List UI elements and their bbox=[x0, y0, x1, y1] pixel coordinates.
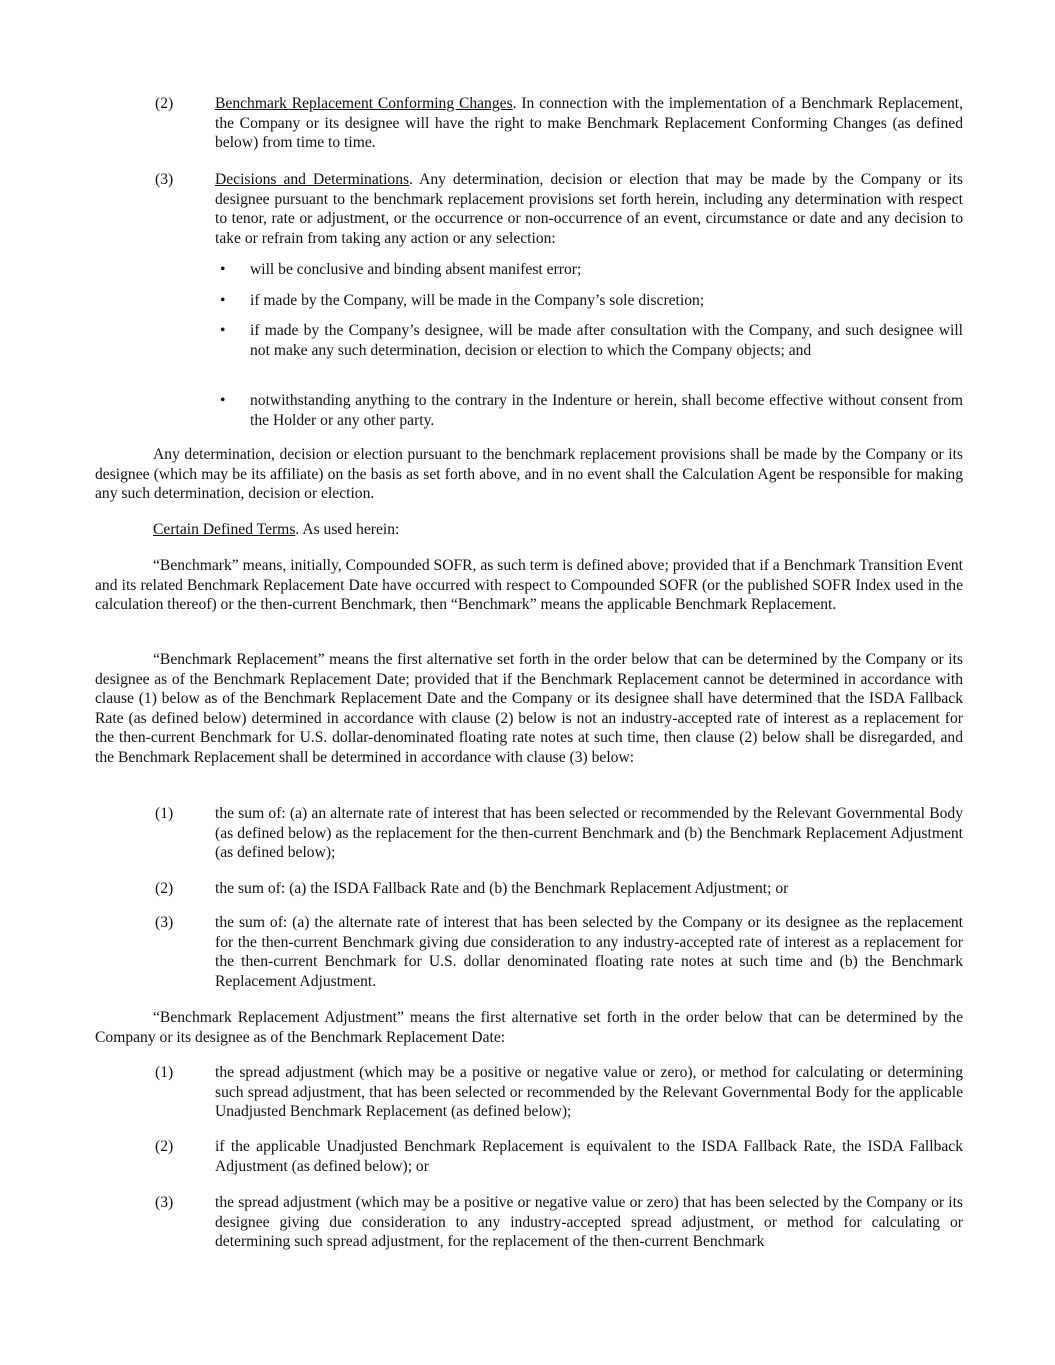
clause-number: (3) bbox=[155, 1194, 174, 1211]
list-item: notwithstanding anything to the contrary in the Indenture or herein, shall become effective without consent from the Holder or any other party. bbox=[250, 392, 963, 429]
section-number: (2) bbox=[155, 95, 174, 112]
clause-number: (3) bbox=[155, 914, 174, 931]
clause-item: the spread adjustment (which may be a positive or negative value or zero), or method for calculating or determining such spread adjustment, that has been selected or recommended by the Relevant Governmental Body for the applicable Unadjusted Benchmark Replacement (as defined below); bbox=[215, 1064, 963, 1121]
benchmark-replacement-definition: “Benchmark Replacement” means the first alternative set forth in the order below that can be determined by the Company or its designee as of the Benchmark Replacement Date; provided that if the Benchmark Replacement cannot be determined in accordance with clause (1) below as of the Benchmark Replacement Date and the Company or its designee shall have determined that the ISDA Fallback Rate (as defined below) determined in accordance with clause (2) below is not an industry-accepted rate of interest as a replacement for the then-current Benchmark for U.S. dollar-denominated floating rate notes at such time, then clause (2) below shall be disregarded, and the Benchmark Replacement shall be determined in accordance with clause (3) below: bbox=[95, 651, 963, 766]
bullet-icon: • bbox=[220, 392, 226, 409]
certain-defined-terms-heading: Certain Defined Terms bbox=[153, 521, 296, 538]
decisions-text: . Any determination, decision or election that may be made by the Company or its designee pursuant to the benchmark replacement provisions set forth herein, including any determination with respect to tenor, rate or adjustment, or the occurrence or non-occurrence of an event, circumstance or date and any decision to take or refrain from taking any action or any selection: bbox=[215, 171, 963, 247]
clause-number: (1) bbox=[155, 1064, 174, 1081]
clause-number: (2) bbox=[155, 1138, 174, 1155]
bullet-icon: • bbox=[220, 322, 226, 339]
certain-defined-terms-paragraph bbox=[153, 520, 853, 540]
decisions-paragraph bbox=[215, 170, 963, 248]
clause-item: if the applicable Unadjusted Benchmark Replacement is equivalent to the ISDA Fallback Rate, the ISDA Fallback Adjustment (as defined below); or bbox=[215, 1138, 963, 1175]
conforming-changes-heading: Benchmark Replacement Conforming Changes bbox=[215, 95, 513, 112]
clause-number: (2) bbox=[155, 880, 174, 897]
list-item: if made by the Company’s designee, will be made after consultation with the Company, and such designee will not make any such determination, decision or election to which the Company objects; and bbox=[250, 322, 963, 359]
clause-number: (1) bbox=[155, 805, 174, 822]
conforming-changes-text: . In connection with the implementation of a Benchmark Replacement, the Company or its designee will have the right to make Benchmark Replacement Conforming Changes (as defined below) from time to time. bbox=[215, 95, 963, 152]
clause-item: the sum of: (a) the alternate rate of interest that has been selected by the Company or its designee as the replacement for the then-current Benchmark giving due consideration to any industry-accepted rate of interest as a replacement for the then-current Benchmark for U.S. dollar denominated floating rate notes at such time and (b) the Benchmark Replacement Adjustment. bbox=[215, 914, 963, 990]
certain-defined-terms-text: . As used herein: bbox=[295, 521, 400, 538]
decisions-heading: Decisions and Determinations bbox=[215, 171, 410, 188]
bullet-icon: • bbox=[220, 292, 226, 309]
benchmark-replacement-adjustment-definition: “Benchmark Replacement Adjustment” means the first alternative set forth in the order below that can be determined by the Company or its designee as of the Benchmark Replacement Date: bbox=[95, 1009, 963, 1046]
any-determination-paragraph: Any determination, decision or election pursuant to the benchmark replacement provisions shall be made by the Company or its designee (which may be its affiliate) on the basis as set forth above, and in no event shall the Calculation Agent be responsible for making any such determination, decision or election. bbox=[95, 446, 963, 503]
list-item: will be conclusive and binding absent manifest error; bbox=[250, 261, 582, 278]
benchmark-definition: “Benchmark” means, initially, Compounded SOFR, as such term is defined above; provided that if a Benchmark Transition Event and its related Benchmark Replacement Date have occurred with respect to Compounded SOFR (or the published SOFR Index used in the calculation thereof) or the then-current Benchmark, then “Benchmark” means the applicable Benchmark Replacement. bbox=[95, 557, 963, 614]
clause-item: the sum of: (a) an alternate rate of interest that has been selected or recommended by the Relevant Governmental Body (as defined below) as the replacement for the then-current Benchmark and (b) the Benchmark Replacement Adjustment (as defined below); bbox=[215, 805, 963, 862]
section-number: (3) bbox=[155, 171, 174, 188]
conforming-changes-paragraph bbox=[215, 94, 963, 153]
clause-item: the sum of: (a) the ISDA Fallback Rate and (b) the Benchmark Replacement Adjustment; or bbox=[215, 880, 789, 897]
clause-item: the spread adjustment (which may be a positive or negative value or zero) that has been selected by the Company or its designee giving due consideration to any industry-accepted spread adjustment, or method for calculating or determining such spread adjustment, for the replacement of the then-current Benchmark bbox=[215, 1194, 963, 1251]
bullet-icon: • bbox=[220, 261, 226, 278]
list-item: if made by the Company, will be made in the Company’s sole discretion; bbox=[250, 292, 705, 309]
